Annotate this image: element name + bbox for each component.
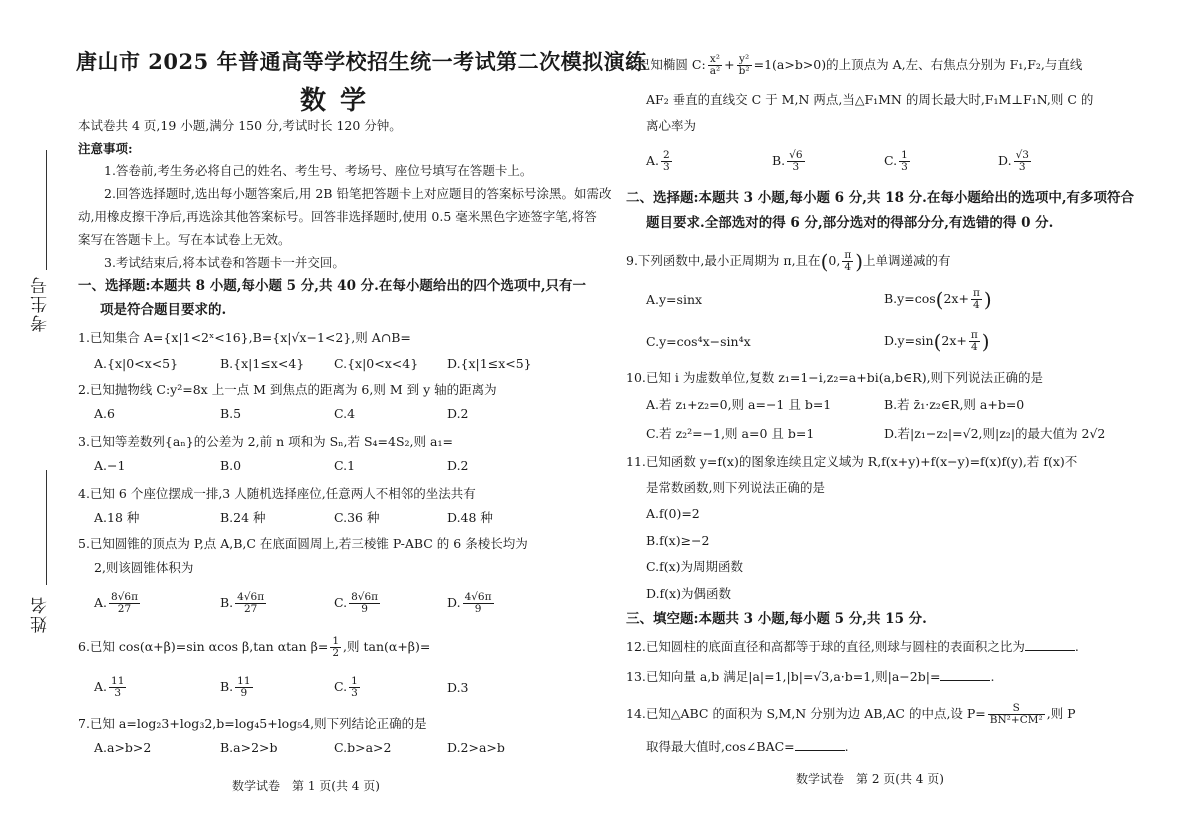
option-letter: A. [94,679,108,694]
q4-option-b: B.24 种 [220,510,266,525]
q2-option-c: C.4 [334,406,356,421]
binding-line [46,470,47,585]
q6-option-b [220,676,255,699]
function-text: 2x+ [943,291,969,306]
denominator: b² [738,65,750,77]
stem-text: 9.下列函数中,最小正周期为 π,且在 [626,253,821,268]
numerator: y² [737,54,752,66]
notice-item: 动,用橡皮擦干净后,再选涂其他答案标号。回答非选择题时,使用 0.5 毫米黑色字迹签字笔,将答 [78,209,597,224]
q11-option-b: B.f(x)≥−2 [646,533,710,548]
fraction [708,54,722,77]
question-8-cont: 离心率为 [646,118,697,133]
section-heading: 项是符合题目要求的. [100,302,227,318]
denominator: 3 [351,687,358,699]
numerator: 1 [332,635,340,647]
denominator: 2 [332,647,340,659]
stem-text: 13.已知向量 a,b 满足|a|=1,|b|=√3,a·b=1,则|a−2b|= [626,669,941,684]
question-2: 2.已知抛物线 C:y²=8x 上一点 M 到焦点的距离为 6,则 M 到 y 轴的距离为 [78,382,497,397]
numerator: S [988,703,1045,715]
fraction [842,250,853,273]
fraction [349,592,380,615]
q3-option-d: D.2 [447,458,469,473]
stem-text: ,则 tan(α+β)= [343,639,431,654]
fraction [737,54,752,77]
section-heading: 二、选择题:本题共 3 小题,每小题 6 分,共 18 分.在每小题给出的选项中,有多项符合 [626,190,1135,206]
question-14-cont [646,738,849,755]
notice-item: 2.回答选择题时,选出每小题答案后,用 2B 铅笔把答题卡上对应题目的答案标号涂黑。如需改 [104,186,612,201]
notice-heading: 注意事项: [78,141,133,156]
stem-end: . [990,669,995,684]
q2-option-a: A.6 [94,406,115,421]
question-3: 3.已知等差数列{aₙ}的公差为 2,前 n 项和为 Sₙ,若 S₄=4S₂,则 a₁= [78,434,453,449]
q8-option-d [998,150,1033,173]
q7-option-b: B.a>2>b [220,740,278,755]
numerator: π [970,329,978,341]
option-letter: B. [220,679,234,694]
option-letter: C. [334,595,348,610]
q1-option-a: A.{x|0<x<5} [94,356,179,371]
denominator: 9 [240,687,248,699]
fraction [235,676,252,699]
section-heading: 一、选择题:本题共 8 小题,每小题 5 分,共 40 分.在每小题给出的四个选项中,只有一 [78,278,587,294]
exam-title: 唐山市 2025 年普通高等学校招生统一考试第二次模拟演练 [76,49,647,74]
fraction [971,288,982,311]
q5-option-d [447,592,496,615]
q8-option-a [646,150,674,173]
notice-item: 3.考试结束后,将本试卷和答题卡一并交回。 [104,255,345,270]
page-footer: 数学试卷 第 1 页(共 4 页) [232,779,380,793]
notice-item: 案写在答题卡上。写在本试卷上无效。 [78,232,291,247]
numerator: √6 [789,149,803,161]
paren: ) [981,329,990,354]
fraction [235,592,266,615]
interval-paren: ( [820,249,829,274]
q3-option-b: B.0 [220,458,242,473]
q9-option-a: A.y=sinx [646,292,703,307]
numerator: 1 [901,149,908,161]
q9-option-b [884,288,992,311]
denominator: 27 [243,603,258,615]
section-heading: 题目要求.全部选对的得 6 分,部分选对的得部分分,有选错的得 0 分. [646,215,1054,231]
interval-paren: ) [855,249,864,274]
q9-option-d [884,330,990,353]
stem-text: 上单调递减的有 [863,253,951,268]
fraction [109,592,140,615]
answer-blank [795,738,845,751]
plus-sign: + [724,57,735,72]
numerator: 11 [111,675,125,687]
q5-option-a [94,592,142,615]
question-6 [78,636,430,659]
q4-option-a: A.18 种 [94,510,140,525]
q10-option-c: C.若 z₂²=−1,则 a=0 且 b=1 [646,426,815,441]
q7-option-a: A.a>b>2 [94,740,152,755]
question-12 [626,638,1079,655]
option-letter: C. [334,679,348,694]
numerator: 2 [663,149,670,161]
q2-option-b: B.5 [220,406,242,421]
function-text: D.y=sin [884,333,934,348]
q1-option-d: D.{x|1≤x<5} [447,356,532,371]
denominator: 3 [792,161,800,173]
denominator: 4 [970,341,978,353]
q6-option-a [94,676,128,699]
q4-option-d: D.48 种 [447,510,493,525]
question-5-cont: 2,则该圆锥体积为 [94,560,194,575]
q10-option-a: A.若 z₁+z₂=0,则 a=−1 且 b=1 [646,397,832,412]
denominator: 4 [973,299,980,311]
option-letter: A. [94,595,108,610]
question-11-cont: 是常数函数,则下列说法正确的是 [646,480,825,495]
page-footer: 数学试卷 第 2 页(共 4 页) [796,772,944,786]
numerator: 1 [351,675,358,687]
fraction [969,330,980,353]
denominator: 4 [844,261,852,273]
fraction [787,150,804,173]
q10-option-b: B.若 z̄₁·z₂∈R,则 a+b=0 [884,397,1025,412]
function-text: B.y=cos [884,291,936,306]
denominator: 9 [474,603,482,615]
option-letter: A. [646,153,660,168]
fraction [988,703,1045,726]
exam-page-2 [600,0,1200,831]
q11-option-d: D.f(x)为偶函数 [646,586,731,601]
q8-option-b [772,150,807,173]
notice-item: 1.答卷前,考生务必将自己的姓名、考生号、考场号、座位号填写在答题卡上。 [104,163,533,178]
question-11: 11.已知函数 y=f(x)的图象连续且定义域为 R,f(x+y)+f(x−y)=f(x)f(y),若 f(x)不 [626,454,1078,469]
denominator: 3 [663,161,670,173]
function-text: 2x+ [941,333,967,348]
numerator: 8√6π [111,591,138,603]
fraction [463,592,494,615]
fraction [330,636,341,659]
question-8-cont: AF₂ 垂直的直线交 C 于 M,N 两点,当△F₁MN 的周长最大时,F₁M⊥F₁N,则 C 的 [646,92,1094,107]
fraction [109,676,126,699]
q1-option-c: C.{x|0<x<4} [334,356,419,371]
interval-start: 0, [828,253,841,268]
denominator: a² [709,65,721,77]
question-10: 10.已知 i 为虚数单位,复数 z₁=1−i,z₂=a+bi(a,b∈R),则下列说法正确的是 [626,370,1044,385]
denominator: BN²+CM² [989,714,1043,726]
denominator: 3 [114,687,122,699]
question-8 [626,54,1082,77]
q7-option-c: C.b>a>2 [334,740,392,755]
paren: ( [933,329,942,354]
paren: ) [983,287,992,312]
stem-end: . [1074,639,1079,654]
numerator: x² [708,54,722,66]
numerator: 8√6π [351,591,379,603]
fraction [1014,150,1031,173]
option-letter: B. [772,153,786,168]
fraction [349,676,360,699]
option-letter: B. [220,595,234,610]
q2-option-d: D.2 [447,406,469,421]
numerator: π [844,249,852,261]
q6-option-c [334,676,362,699]
denominator: 3 [901,161,908,173]
option-letter: C. [884,153,898,168]
stem-text: 6.已知 cos(α+β)=sin αcos β,tan αtan β= [78,639,329,654]
stem-text: =1(a>b>0)的上顶点为 A,左、右焦点分别为 F₁,F₂,与直线 [753,57,1083,72]
numerator: 4√6π [237,591,265,603]
numerator: π [972,287,980,299]
q5-option-c [334,592,382,615]
q4-option-c: C.36 种 [334,510,380,525]
stem-text: ,则 P [1046,706,1076,721]
q3-option-a: A.−1 [94,458,126,473]
q8-option-c [884,150,912,173]
option-letter: D. [998,153,1012,168]
question-7: 7.已知 a=log₂3+log₃2,b=log₄5+log₅4,则下列结论正确的是 [78,716,427,731]
q11-option-c: C.f(x)为周期函数 [646,559,744,574]
question-9 [626,250,951,273]
fraction [661,150,672,173]
q5-option-b [220,592,268,615]
name-label: 姓名 [31,595,51,633]
answer-blank [1025,638,1075,651]
numerator: 4√6π [464,591,492,603]
q11-option-a: A.f(0)=2 [646,506,700,521]
question-14 [626,703,1076,726]
paren: ( [935,287,944,312]
subject-title: 数学 [300,86,381,116]
question-13 [626,668,994,685]
q7-option-d: D.2>a>b [447,740,505,755]
q3-option-c: C.1 [334,458,356,473]
q9-option-c: C.y=cos⁴x−sin⁴x [646,334,751,349]
question-5: 5.已知圆锥的顶点为 P,点 A,B,C 在底面圆周上,若三棱锥 P-ABC 的 6 条棱长均为 [78,536,528,551]
section-heading: 三、填空题:本题共 3 小题,每小题 5 分,共 15 分. [626,611,927,627]
stem-text: 12.已知圆柱的底面直径和高都等于球的直径,则球与圆柱的表面积之比为 [626,639,1025,654]
answer-blank [940,668,990,681]
question-1: 1.已知集合 A={x|1<2ˣ<16},B={x|√x−1<2},则 A∩B= [78,330,411,345]
stem-text: 取得最大值时,cos∠BAC= [646,739,795,754]
stem-end: . [844,739,849,754]
exam-intro: 本试卷共 4 页,19 小题,满分 150 分,考试时长 120 分钟。 [78,118,402,133]
stem-text: 8.已知椭圆 C: [626,57,706,72]
stem-text: 14.已知△ABC 的面积为 S,M,N 分别为边 AB,AC 的中点,设 P= [626,706,986,721]
denominator: 27 [117,603,132,615]
q10-option-d: D.若|z₁−z₂|=√2,则|z₂|的最大值为 2√2 [884,426,1106,441]
numerator: √3 [1015,149,1029,161]
denominator: 3 [1018,161,1026,173]
q6-option-d: D.3 [447,680,469,695]
denominator: 9 [361,603,368,615]
option-letter: D. [447,595,461,610]
student-number-label: 考生号 [31,275,51,332]
q1-option-b: B.{x|1≤x<4} [220,356,305,371]
question-4: 4.已知 6 个座位摆成一排,3 人随机选择座位,任意两人不相邻的坐法共有 [78,486,476,501]
binding-line [46,150,47,270]
fraction [899,150,910,173]
numerator: 11 [237,675,251,687]
